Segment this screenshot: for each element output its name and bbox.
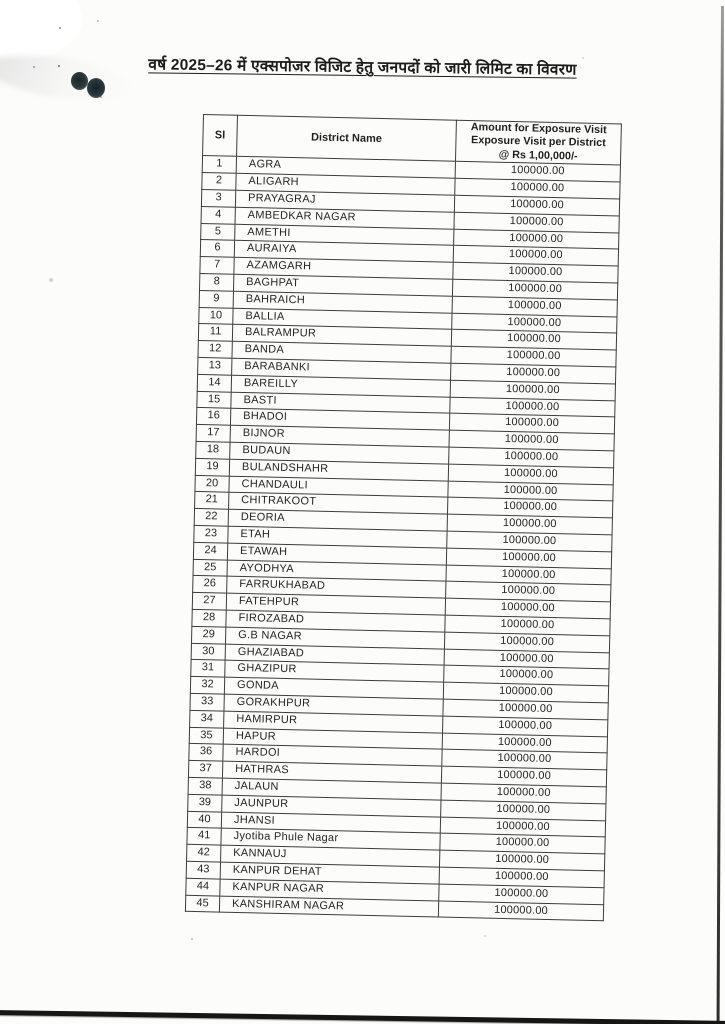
district-cell: G.B NAGAR — [225, 627, 444, 649]
amount-cell: 100000.00 — [439, 867, 604, 888]
amount-cell: 100000.00 — [439, 884, 604, 905]
district-cell: JHANSI — [221, 812, 440, 834]
amount-cell: 100000.00 — [441, 800, 606, 821]
amount-cell: 100000.00 — [451, 363, 616, 384]
sl-cell: 22 — [194, 509, 228, 527]
district-cell: BAREILLY — [231, 375, 450, 397]
sl-cell: 18 — [196, 441, 230, 459]
sl-cell: 13 — [198, 357, 232, 375]
page-title: वर्ष 2025–26 में एक्सपोजर विजिट हेतु जनपदों को जारी लिमिट का विवरण — [148, 56, 577, 79]
district-cell: ALIGARH — [236, 174, 455, 196]
district-cell: AMETHI — [235, 224, 454, 246]
district-cell: BUDAUN — [230, 442, 449, 464]
scan-edge-right — [717, 6, 724, 1024]
sl-cell: 3 — [201, 190, 235, 208]
amount-cell: 100000.00 — [452, 279, 617, 300]
sl-cell: 17 — [196, 425, 230, 443]
amount-cell: 100000.00 — [446, 548, 611, 569]
amount-cell: 100000.00 — [447, 498, 612, 519]
district-cell: GHAZIPUR — [225, 661, 444, 683]
district-cell: GHAZIABAD — [225, 644, 444, 666]
amount-cell: 100000.00 — [454, 212, 619, 233]
district-cell: HARDOI — [223, 744, 442, 766]
sl-cell: 24 — [193, 542, 227, 560]
amount-cell: 100000.00 — [449, 414, 614, 435]
sl-cell: 19 — [195, 458, 229, 476]
district-cell: KANSHIRAM NAGAR — [219, 896, 438, 918]
amount-cell: 100000.00 — [438, 901, 603, 922]
sl-cell: 43 — [186, 861, 220, 879]
district-limit-table-wrap — [185, 114, 622, 922]
amount-cell: 100000.00 — [442, 749, 607, 770]
amount-cell: 100000.00 — [447, 514, 612, 535]
sl-cell: 8 — [199, 274, 233, 292]
district-cell: CHANDAULI — [229, 476, 448, 498]
amount-cell: 100000.00 — [447, 531, 612, 552]
district-cell: KANPUR NAGAR — [220, 879, 439, 901]
amount-cell: 100000.00 — [452, 313, 617, 334]
sl-cell: 21 — [195, 492, 229, 510]
amount-cell: 100000.00 — [454, 229, 619, 250]
sl-cell: 10 — [199, 307, 233, 325]
sl-cell: 42 — [187, 844, 221, 862]
district-cell: AZAMGARH — [234, 257, 453, 279]
district-cell: BALLIA — [233, 308, 452, 330]
district-cell: BHADOI — [230, 409, 449, 431]
header-amount: Amount for Exposure Visit Exposure Visit per District @ Rs 1,00,000/- — [455, 120, 621, 165]
amount-cell: 100000.00 — [445, 598, 610, 619]
district-cell: PRAYAGRAJ — [235, 190, 454, 212]
district-cell: JAUNPUR — [222, 795, 441, 817]
district-cell: AMBEDKAR NAGAR — [235, 207, 454, 229]
amount-cell: 100000.00 — [443, 699, 608, 720]
amount-cell: 100000.00 — [453, 262, 618, 283]
amount-cell: 100000.00 — [440, 817, 605, 838]
amount-cell: 100000.00 — [449, 447, 614, 468]
header-district-name: District Name — [237, 115, 457, 161]
sl-cell: 27 — [192, 593, 226, 611]
district-cell: BULANDSHAHR — [229, 459, 448, 481]
amount-cell: 100000.00 — [451, 330, 616, 351]
district-cell: ETAWAH — [227, 543, 446, 565]
district-cell: ETAH — [228, 526, 447, 548]
district-cell: FARRUKHABAD — [227, 577, 446, 599]
amount-cell: 100000.00 — [449, 430, 614, 451]
district-cell: BIJNOR — [230, 425, 449, 447]
sl-cell: 12 — [198, 341, 232, 359]
district-cell: HAMIRPUR — [224, 711, 443, 733]
sl-cell: 41 — [187, 828, 221, 846]
district-cell: AYODHYA — [227, 560, 446, 582]
district-cell: FIROZABAD — [226, 610, 445, 632]
amount-cell: 100000.00 — [441, 766, 606, 787]
sl-cell: 39 — [188, 794, 222, 812]
sl-cell: 34 — [190, 710, 224, 728]
sl-cell: 31 — [191, 660, 225, 678]
amount-cell: 100000.00 — [450, 380, 615, 401]
sl-cell: 45 — [185, 895, 219, 913]
sl-cell: 23 — [194, 525, 228, 543]
amount-cell: 100000.00 — [440, 833, 605, 854]
amount-cell: 100000.00 — [444, 649, 609, 670]
amount-cell: 100000.00 — [455, 178, 620, 199]
sl-cell: 20 — [195, 475, 229, 493]
sl-cell: 7 — [200, 257, 234, 275]
amount-cell: 100000.00 — [453, 246, 618, 267]
sl-cell: 16 — [196, 408, 230, 426]
district-cell: KANPUR DEHAT — [220, 862, 439, 884]
sl-cell: 2 — [202, 173, 236, 191]
amount-cell: 100000.00 — [443, 682, 608, 703]
sl-cell: 6 — [200, 240, 234, 258]
sl-cell: 38 — [188, 777, 222, 795]
district-cell: JALAUN — [222, 778, 441, 800]
district-cell: BAHRAICH — [233, 291, 452, 313]
district-cell: BANDA — [232, 341, 451, 363]
sl-cell: 4 — [201, 206, 235, 224]
header-sl: Sl — [203, 115, 238, 157]
amount-cell: 100000.00 — [454, 195, 619, 216]
sl-cell: 14 — [197, 374, 231, 392]
sl-cell: 5 — [201, 223, 235, 241]
sl-cell: 40 — [187, 811, 221, 829]
ink-dot — [71, 72, 88, 90]
district-cell: Jyotiba Phule Nagar — [221, 828, 440, 850]
sl-cell: 30 — [191, 643, 225, 661]
district-cell: HATHRAS — [222, 761, 441, 783]
district-cell: GONDA — [224, 677, 443, 699]
dust-specks — [59, 27, 61, 29]
sl-cell: 33 — [190, 693, 224, 711]
sl-cell: 9 — [199, 290, 233, 308]
district-table-body — [185, 156, 620, 921]
district-limit-table — [185, 114, 622, 922]
district-cell: BASTI — [231, 392, 450, 414]
amount-cell: 100000.00 — [442, 733, 607, 754]
sl-cell: 32 — [190, 677, 224, 695]
district-cell: AGRA — [236, 157, 455, 179]
sl-cell: 37 — [188, 760, 222, 778]
amount-cell: 100000.00 — [450, 397, 615, 418]
amount-cell: 100000.00 — [451, 346, 616, 367]
district-cell: FATEHPUR — [226, 593, 445, 615]
amount-cell: 100000.00 — [446, 565, 611, 586]
sl-cell: 44 — [186, 878, 220, 896]
sl-cell: 25 — [193, 559, 227, 577]
amount-cell: 100000.00 — [455, 162, 620, 183]
sl-cell: 35 — [189, 727, 223, 745]
district-cell: DEORIA — [228, 509, 447, 531]
district-cell: BALRAMPUR — [232, 325, 451, 347]
sl-cell: 26 — [193, 576, 227, 594]
amount-cell: 100000.00 — [444, 632, 609, 653]
sl-cell: 15 — [197, 391, 231, 409]
amount-cell: 100000.00 — [446, 582, 611, 603]
district-cell: HAPUR — [223, 728, 442, 750]
district-cell: GORAKHPUR — [224, 694, 443, 716]
sl-cell: 28 — [192, 609, 226, 627]
amount-cell: 100000.00 — [448, 464, 613, 485]
amount-cell: 100000.00 — [444, 665, 609, 686]
scan-edge-bottom — [0, 1010, 725, 1024]
amount-cell: 100000.00 — [441, 783, 606, 804]
sl-cell: 29 — [191, 626, 225, 644]
amount-cell: 100000.00 — [448, 481, 613, 502]
district-cell: AURAIYA — [234, 241, 453, 263]
sl-cell: 1 — [202, 156, 236, 174]
district-cell: CHITRAKOOT — [229, 493, 448, 515]
amount-cell: 100000.00 — [439, 850, 604, 871]
district-cell: BARABANKI — [232, 358, 451, 380]
sl-cell: 36 — [189, 744, 223, 762]
ink-dot — [87, 78, 105, 98]
amount-cell: 100000.00 — [445, 615, 610, 636]
amount-cell: 100000.00 — [443, 716, 608, 737]
district-cell: BAGHPAT — [233, 274, 452, 296]
amount-cell: 100000.00 — [452, 296, 617, 317]
sl-cell: 11 — [198, 324, 232, 342]
district-cell: KANNAUJ — [221, 845, 440, 867]
